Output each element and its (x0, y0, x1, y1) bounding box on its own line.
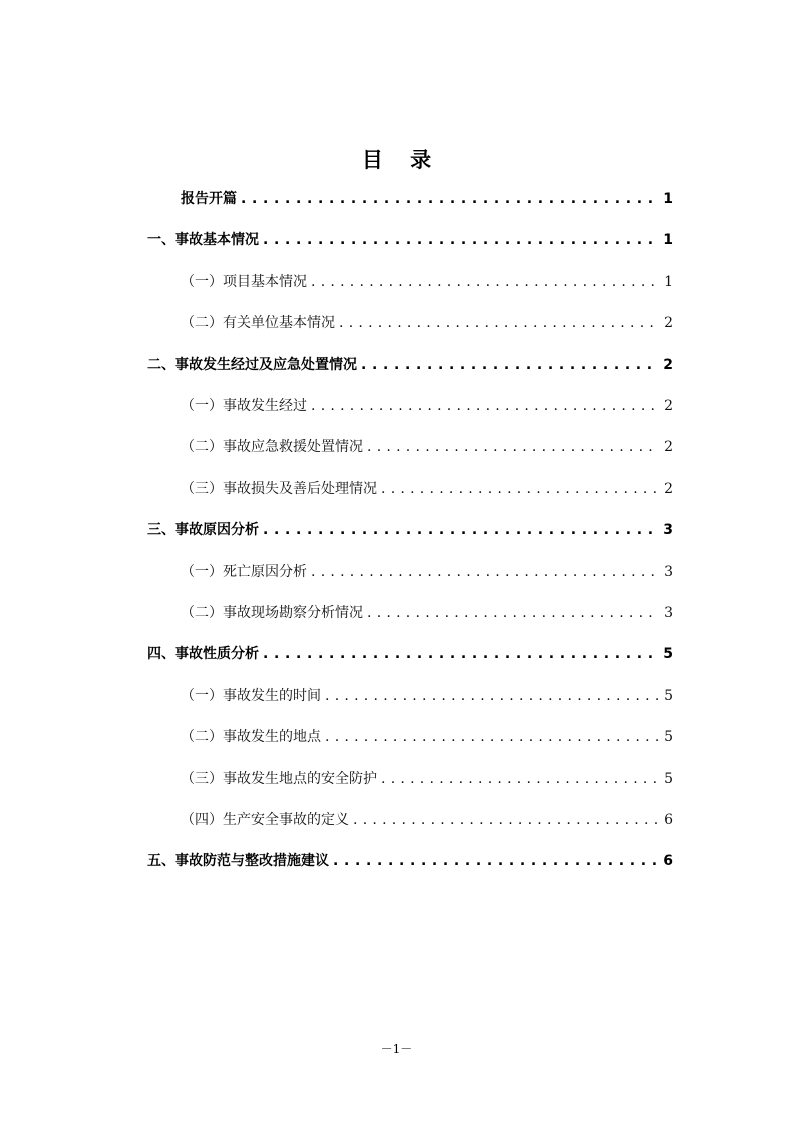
toc-dot-leader (339, 310, 658, 336)
toc-dot-leader (325, 724, 658, 750)
toc-page-number: 3 (663, 522, 673, 538)
toc-dot-leader (367, 600, 658, 626)
toc-page-number: 2 (663, 357, 673, 373)
toc-entry-label: （四）生产安全事故的定义 (181, 812, 349, 828)
page-number-footer: －1－ (380, 1042, 413, 1056)
toc-page-number: 5 (664, 688, 673, 704)
toc-section-entry[interactable] (181, 766, 673, 792)
toc-entry-label: （一）死亡原因分析 (181, 564, 307, 580)
toc-entry-label: （一）事故发生的时间 (181, 688, 321, 704)
toc-page-number: 1 (664, 274, 673, 290)
toc-page-number: 2 (664, 439, 673, 455)
toc-entry-label: （三）事故发生地点的安全防护 (181, 771, 377, 787)
toc-entry-label: （一）项目基本情况 (181, 274, 307, 290)
toc-section-entry[interactable] (181, 393, 673, 419)
toc-entry-label: （二）事故现场勘察分析情况 (181, 605, 363, 621)
toc-chapter-entry[interactable] (147, 517, 673, 543)
toc-page-number: 3 (664, 605, 673, 621)
toc-section-entry[interactable] (181, 807, 673, 833)
toc-page-number: 5 (664, 771, 673, 787)
toc-page-number: 3 (664, 564, 673, 580)
toc-page-number: 1 (663, 191, 673, 207)
toc-page-number: 2 (664, 315, 673, 331)
toc-page-number: 2 (664, 398, 673, 414)
toc-entry-label: 报告开篇 (181, 191, 237, 207)
toc-page-number: 6 (663, 853, 673, 869)
toc-chapter-entry[interactable] (147, 641, 673, 667)
toc-dot-leader (361, 352, 657, 378)
toc-section-entry[interactable] (181, 310, 673, 336)
toc-dot-leader (263, 517, 657, 543)
toc-section-entry[interactable] (181, 269, 673, 295)
toc-page-number: 2 (664, 481, 673, 497)
toc-dot-leader (381, 766, 658, 792)
toc-entry-label: 一、事故基本情况 (147, 232, 259, 248)
toc-dot-leader (263, 227, 657, 253)
toc-page-number: 5 (663, 646, 673, 662)
toc-dot-leader (367, 434, 658, 460)
toc-dot-leader (333, 848, 657, 874)
toc-entry-label: 五、事故防范与整改措施建议 (147, 853, 329, 869)
toc-section-entry[interactable] (181, 600, 673, 626)
toc-page-number: 5 (664, 729, 673, 745)
toc-dot-leader (241, 186, 657, 212)
toc-entry-label: 二、事故发生经过及应急处置情况 (147, 357, 357, 373)
toc-dot-leader (311, 269, 658, 295)
toc-entry-label: （二）事故应急救援处置情况 (181, 439, 363, 455)
toc-chapter-entry[interactable] (147, 227, 673, 253)
toc-chapter-entry[interactable] (147, 848, 673, 874)
toc-section-entry[interactable] (181, 724, 673, 750)
toc-page-number: 1 (663, 232, 673, 248)
toc-dot-leader (353, 807, 658, 833)
toc-entry-label: 四、事故性质分析 (147, 646, 259, 662)
toc-section-entry[interactable] (181, 683, 673, 709)
toc-section-entry[interactable] (181, 434, 673, 460)
toc-section-entry[interactable] (181, 559, 673, 585)
toc-dot-leader (311, 559, 658, 585)
toc-chapter-entry[interactable] (181, 186, 673, 212)
toc-entry-label: （二）有关单位基本情况 (181, 315, 335, 331)
toc-chapter-entry[interactable] (147, 352, 673, 378)
toc-page-number: 6 (664, 812, 673, 828)
toc-dot-leader (325, 683, 658, 709)
toc-entry-label: （一）事故发生经过 (181, 398, 307, 414)
toc-dot-leader (311, 393, 658, 419)
toc-entry-label: 三、事故原因分析 (147, 522, 259, 538)
toc-dot-leader (263, 641, 657, 667)
page-title: 目 录 (361, 148, 442, 172)
toc-entry-label: （三）事故损失及善后处理情况 (181, 481, 377, 497)
toc-entry-label: （二）事故发生的地点 (181, 729, 321, 745)
toc-dot-leader (381, 476, 658, 502)
toc-section-entry[interactable] (181, 476, 673, 502)
